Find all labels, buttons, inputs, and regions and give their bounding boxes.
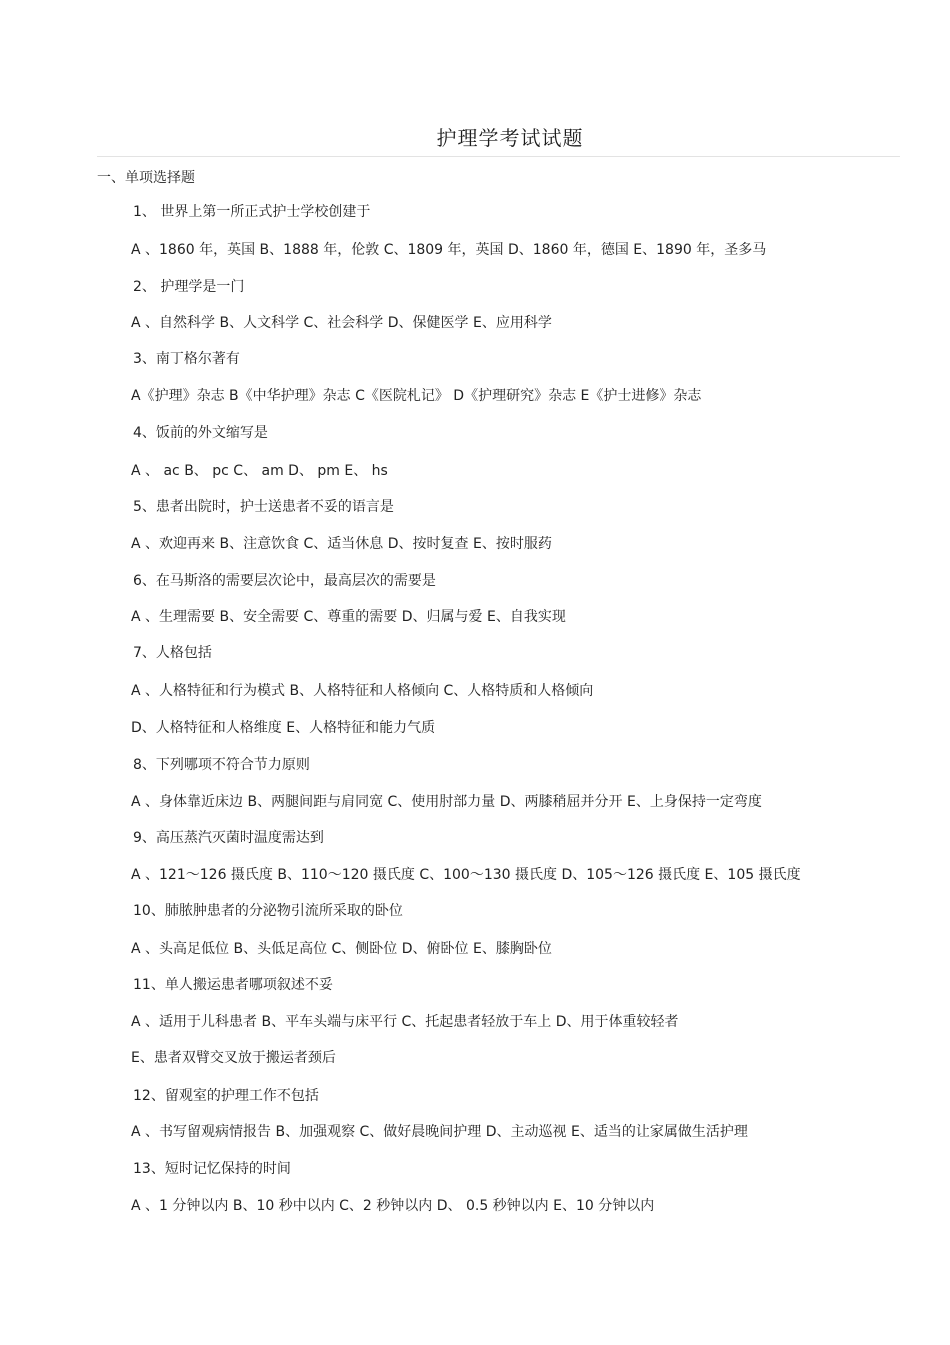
question-5: 5、患者出院时，护士送患者不妥的语言是 [133, 499, 394, 515]
page-title: 护理学考试试题 [436, 126, 584, 150]
question-9-options: A 、121～126 摄氏度 B、110～120 摄氏度 C、100～130 摄氏度 D、105～126 摄氏度 E、105 摄氏度 [131, 867, 801, 883]
question-7: 7、人格包括 [133, 645, 212, 661]
question-6: 6、在马斯洛的需要层次论中，最高层次的需要是 [133, 573, 436, 589]
question-11-options-row-2: E、患者双臂交叉放于搬运者颈后 [131, 1050, 336, 1066]
question-8: 8、下列哪项不符合节力原则 [133, 757, 310, 773]
question-12-options: A 、书写留观病情报告 B、加强观察 C、做好晨晚间护理 D、主动巡视 E、适当的让家属做生活护理 [131, 1124, 748, 1140]
question-6-options: A 、生理需要 B、安全需要 C、尊重的需要 D、归属与爱 E、自我实现 [131, 609, 566, 625]
title-divider [97, 156, 900, 157]
section-heading: 一、单项选择题 [97, 170, 195, 186]
question-10-options: A 、头高足低位 B、头低足高位 C、侧卧位 D、俯卧位 E、膝胸卧位 [131, 941, 552, 957]
question-13-options: A 、1 分钟以内 B、10 秒中以内 C、2 秒钟以内 D、 0.5 秒钟以内 E、10 分钟以内 [131, 1198, 655, 1214]
question-4-options: A 、 ac B、 pc C、 am D、 pm E、 hs [131, 463, 388, 479]
question-3-options: A《护理》杂志 B《中华护理》杂志 C《医院札记》 D《护理研究》杂志 E《护士进修》杂志 [131, 388, 702, 404]
question-1: 1、 世界上第一所正式护士学校创建于 [133, 204, 371, 220]
question-12: 12、留观室的护理工作不包括 [133, 1088, 319, 1104]
question-5-options: A 、欢迎再来 B、注意饮食 C、适当休息 D、按时复查 E、按时服药 [131, 536, 552, 552]
question-4: 4、饭前的外文缩写是 [133, 425, 268, 441]
question-7-options-row-2: D、人格特征和人格维度 E、人格特征和能力气质 [131, 720, 436, 736]
question-2-options: A 、自然科学 B、人文科学 C、社会科学 D、保健医学 E、应用科学 [131, 315, 552, 331]
question-1-options: A 、1860 年，英国 B、1888 年，伦敦 C、1809 年，英国 D、1860 年，德国 E、1890 年，圣多马 [131, 242, 767, 258]
question-8-options: A 、身体靠近床边 B、两腿间距与肩同宽 C、使用肘部力量 D、两膝稍屈并分开 E、上身保持一定弯度 [131, 794, 762, 810]
question-11: 11、单人搬运患者哪项叙述不妥 [133, 977, 333, 993]
question-10: 10、肺脓肿患者的分泌物引流所采取的卧位 [133, 903, 403, 919]
question-3: 3、南丁格尔著有 [133, 351, 240, 367]
question-11-options-row-1: A 、适用于儿科患者 B、平车头端与床平行 C、托起患者轻放于车上 D、用于体重较轻者 [131, 1014, 679, 1030]
question-2: 2、 护理学是一门 [133, 279, 245, 295]
question-13: 13、短时记忆保持的时间 [133, 1161, 291, 1177]
question-7-options-row-1: A 、人格特征和行为模式 B、人格特征和人格倾向 C、人格特质和人格倾向 [131, 683, 594, 699]
question-9: 9、高压蒸汽灭菌时温度需达到 [133, 830, 324, 846]
